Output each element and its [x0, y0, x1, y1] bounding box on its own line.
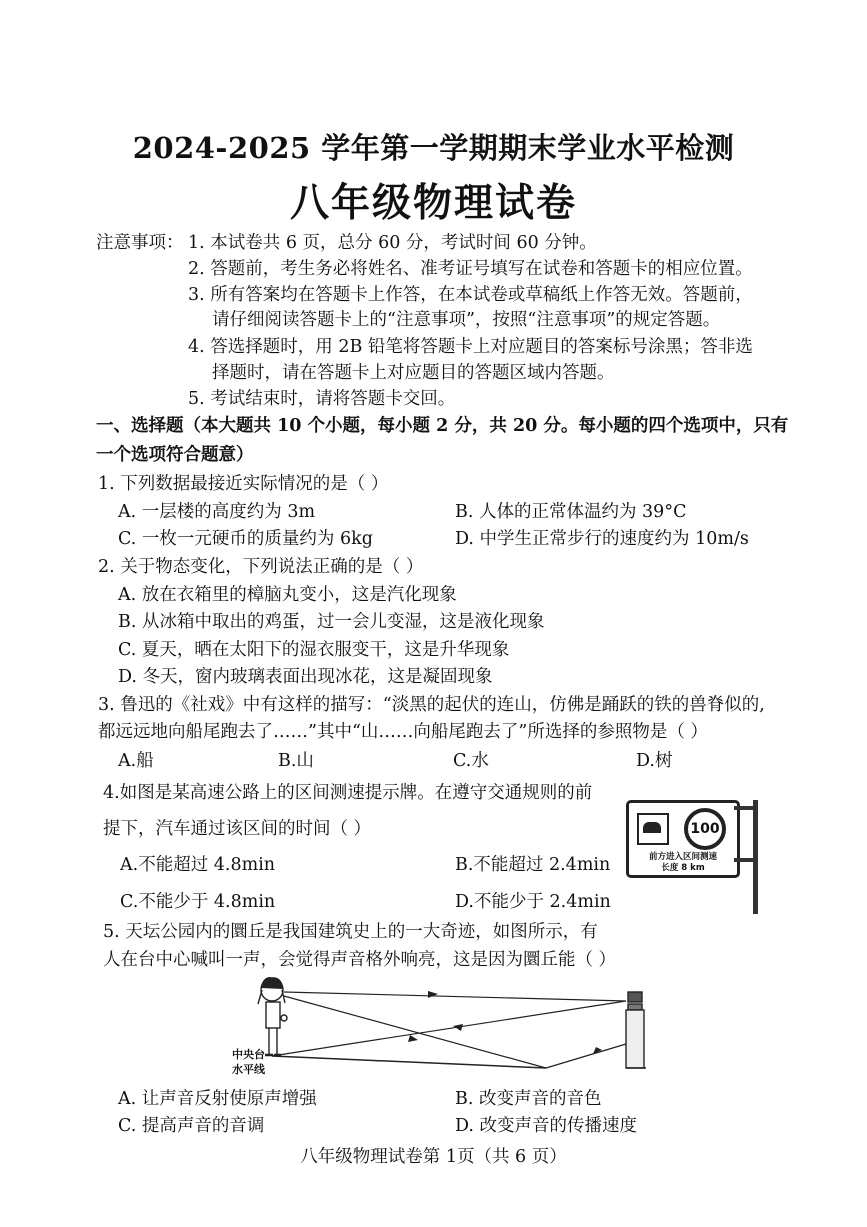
notice-item: 4. 答选择题时，用 2B 铅笔将答题卡上对应题目的答案标号涂黑；答非选 — [188, 337, 753, 357]
question-stem-cont: 提下，汽车通过该区间的时间（ ） — [103, 819, 372, 839]
sign-text: 前方进入区间测速 — [648, 852, 717, 862]
notice-item: 请仔细阅读答题卡上的“注意事项”，按照“注意事项”的规定答题。 — [212, 310, 721, 330]
ground-line — [272, 1056, 546, 1068]
sign-bracket — [734, 806, 754, 810]
tunnel-icon — [637, 813, 669, 845]
speed-limit-sign: 100 — [684, 808, 726, 850]
section-heading: 一、选择题（本大题共 10 个小题，每小题 2 分，共 20 分。每小题的四个选项中，只有 — [96, 416, 789, 436]
option-a: A. 一层楼的高度约为 3m — [118, 502, 316, 522]
option-d: D. 冬天，窗内玻璃表面出现冰花，这是凝固现象 — [118, 667, 493, 687]
notice-item: 2. 答题前，考生务必将姓名、准考证号填写在试卷和答题卡的相应位置。 — [188, 259, 753, 279]
sign-bracket — [734, 858, 754, 862]
page-footer: 八年级物理试卷第 1页（共 6 页） — [300, 1147, 567, 1167]
option-c: C. 夏天，晒在太阳下的湿衣服变干，这是升华现象 — [118, 640, 510, 660]
arrow-icons — [408, 991, 602, 1054]
echo-diagram — [228, 970, 668, 1072]
question-stem: 1. 下列数据最接近实际情况的是（ ） — [98, 474, 389, 494]
section-heading-cont: 一个选项符合题意） — [96, 445, 254, 465]
question-stem-cont: 人在台中心喊叫一声，会觉得声音格外响亮，这是因为圜丘能（ ） — [103, 950, 617, 970]
wall-figure — [626, 992, 646, 1068]
question-stem-cont: 都远远地向船尾跑去了……”其中“山……向船尾跑去了”所选择的参照物是（ ） — [98, 722, 708, 742]
sign-pole — [753, 800, 758, 914]
option-d: D.不能少于 2.4min — [455, 892, 611, 912]
option-c: C.水 — [453, 751, 489, 771]
option-d: D. 中学生正常步行的速度约为 10m/s — [455, 529, 749, 549]
notice-item: 择题时，请在答题卡上对应题目的答题区域内答题。 — [212, 363, 615, 383]
figure-label: 水平线 — [232, 1063, 265, 1076]
exam-title: 2024-2025 学年第一学期期末学业水平检测 — [132, 131, 735, 165]
option-d: D. 改变声音的传播速度 — [455, 1116, 638, 1136]
option-a: A. 让声音反射使原声增强 — [118, 1089, 317, 1109]
exam-subject-title: 八年级物理试卷 — [289, 180, 577, 226]
option-d: D.树 — [636, 751, 673, 771]
speed-zone-sign — [626, 800, 740, 878]
question-stem: 2. 关于物态变化，下列说法正确的是（ ） — [98, 557, 424, 577]
person-figure — [258, 978, 287, 1055]
notice-item: 5. 考试结束时，请将答题卡交回。 — [188, 389, 456, 409]
option-b: B. 从冰箱中取出的鸡蛋，过一会儿变湿，这是液化现象 — [118, 612, 545, 632]
option-a: A.船 — [118, 751, 154, 771]
option-a: A.不能超过 4.8min — [120, 855, 276, 875]
option-b: B. 人体的正常体温约为 39°C — [455, 502, 687, 522]
option-c: C. 一枚一元硬币的质量约为 6kg — [118, 529, 373, 549]
option-b: B. 改变声音的音色 — [455, 1089, 602, 1109]
question-stem: 4.如图是某高速公路上的区间测速提示牌。在遵守交通规则的前 — [103, 783, 593, 803]
sound-rays — [272, 992, 626, 1068]
option-c: C.不能少于 4.8min — [120, 892, 276, 912]
option-b: B.山 — [278, 751, 314, 771]
option-b: B.不能超过 2.4min — [455, 855, 611, 875]
question-stem: 5. 天坛公园内的圜丘是我国建筑史上的一大奇迹，如图所示，有 — [103, 922, 598, 942]
sign-text: 长度 8 km — [661, 863, 705, 873]
notice-label: 注意事项： — [96, 233, 184, 253]
notice-item: 1. 本试卷共 6 页，总分 60 分，考试时间 60 分钟。 — [188, 233, 597, 253]
question-stem: 3. 鲁迅的《社戏》中有这样的描写：“淡黑的起伏的连山，仿佛是踊跃的铁的兽脊似的, — [98, 695, 765, 715]
option-a: A. 放在衣箱里的樟脑丸变小，这是汽化现象 — [118, 585, 457, 605]
figure-label: 中央台 — [232, 1048, 265, 1061]
notice-item: 3. 所有答案均在答题卡上作答，在本试卷或草稿纸上作答无效。答题前， — [188, 285, 753, 305]
option-c: C. 提高声音的音调 — [118, 1116, 265, 1136]
